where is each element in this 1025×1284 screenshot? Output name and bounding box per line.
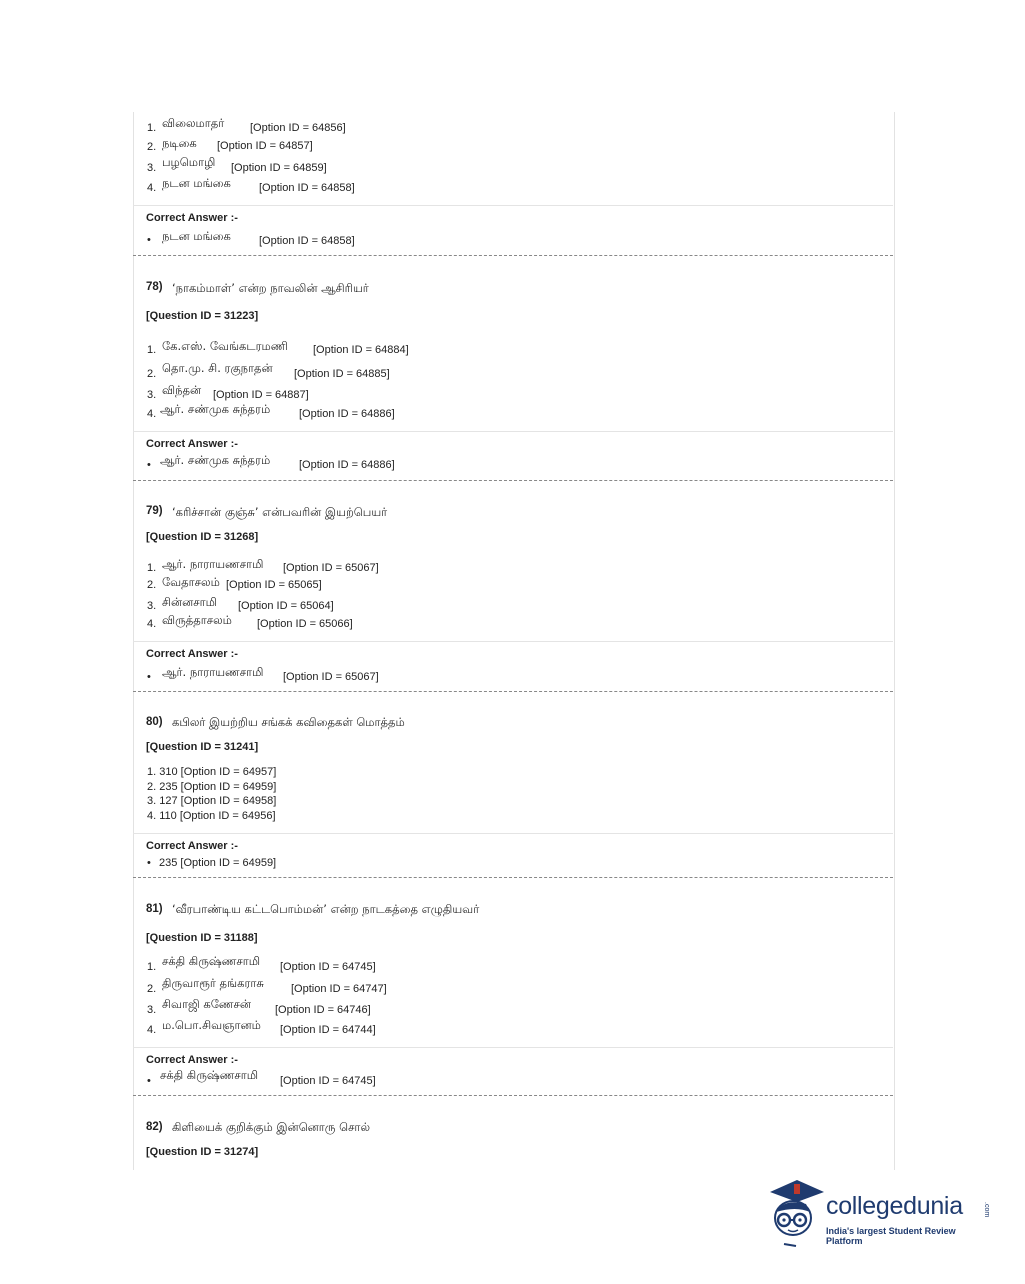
question-separator bbox=[133, 877, 893, 878]
brand-tagline: India's largest Student Review Platform bbox=[826, 1226, 956, 1246]
option-text: சக்தி கிருஷ்ணசாமி bbox=[162, 954, 261, 968]
section-divider bbox=[133, 205, 893, 206]
question-separator bbox=[133, 691, 893, 692]
question-separator bbox=[133, 1095, 893, 1096]
option-id: [Option ID = 65064] bbox=[238, 600, 334, 612]
question-text: ‘கரிச்சான் குஞ்சு’ என்பவரின் இயற்பெயர் bbox=[172, 505, 388, 519]
option-text: கே.எஸ். வேங்கடரமணி bbox=[162, 339, 288, 353]
bullet: • bbox=[147, 1075, 151, 1087]
option-number: 1. bbox=[147, 562, 157, 574]
option-number: 2. bbox=[147, 983, 157, 995]
option-text: ஆர். சண்முக சுந்தரம் bbox=[160, 402, 271, 416]
option-text: சிவாஜி கணேசன் bbox=[162, 997, 252, 1011]
option-text: நடன மங்கை bbox=[162, 176, 231, 190]
option-number: 3. bbox=[147, 600, 157, 612]
option-text: தொ.மு. சி. ரகுநாதன் bbox=[162, 361, 273, 375]
option-line: 2. 235 [Option ID = 64959] bbox=[147, 781, 277, 793]
question-number: 79) bbox=[146, 505, 163, 517]
answer-text: ஆர். நாராயணசாமி bbox=[162, 665, 264, 679]
bullet: • bbox=[147, 234, 151, 246]
option-number: 2. bbox=[147, 368, 157, 380]
option-id: [Option ID = 64886] bbox=[299, 408, 395, 420]
question-number: 81) bbox=[146, 903, 163, 915]
option-text: விலைமாதர் bbox=[162, 116, 225, 130]
option-text: விந்தன் bbox=[162, 383, 202, 397]
section-divider bbox=[133, 1047, 893, 1048]
option-number: 4. bbox=[147, 618, 157, 630]
option-id: [Option ID = 64858] bbox=[259, 182, 355, 194]
brand-suffix: .com bbox=[983, 1202, 990, 1218]
option-id: [Option ID = 64744] bbox=[280, 1024, 376, 1036]
option-number: 2. bbox=[147, 579, 157, 591]
option-number: 3. bbox=[147, 162, 157, 174]
option-text: ம.பொ.சிவஞானம் bbox=[162, 1018, 261, 1032]
correct-answer-label: Correct Answer :- bbox=[146, 438, 238, 450]
option-number: 4. bbox=[147, 182, 157, 194]
option-id: [Option ID = 64747] bbox=[291, 983, 387, 995]
answer-option-id: [Option ID = 64745] bbox=[280, 1075, 376, 1087]
question-text: ‘வீரபாண்டிய கட்டபொம்மன்’ என்ற நாடகத்தை எழுதியவர் bbox=[172, 902, 480, 916]
question-separator bbox=[133, 480, 893, 481]
option-line: 3. 127 [Option ID = 64958] bbox=[147, 795, 277, 807]
option-text: திருவாரூர் தங்கராசு bbox=[162, 976, 264, 990]
answer-text: ஆர். சண்முக சுந்தரம் bbox=[160, 453, 271, 467]
option-text: சின்னசாமி bbox=[162, 595, 218, 609]
correct-answer-label: Correct Answer :- bbox=[146, 648, 238, 660]
option-number: 3. bbox=[147, 1004, 157, 1016]
correct-answer-label: Correct Answer :- bbox=[146, 212, 238, 224]
bullet: • bbox=[147, 671, 151, 683]
option-id: [Option ID = 64859] bbox=[231, 162, 327, 174]
option-id: [Option ID = 64887] bbox=[213, 389, 309, 401]
option-number: 4. bbox=[147, 408, 157, 420]
option-id: [Option ID = 65067] bbox=[283, 562, 379, 574]
answer-text: நடன மங்கை bbox=[162, 229, 231, 243]
question-number: 78) bbox=[146, 281, 163, 293]
bullet: • bbox=[147, 857, 151, 869]
question-number: 82) bbox=[146, 1121, 163, 1133]
option-line: 1. 310 [Option ID = 64957] bbox=[147, 766, 277, 778]
option-id: [Option ID = 65065] bbox=[226, 579, 322, 591]
answer-option-id: [Option ID = 65067] bbox=[283, 671, 379, 683]
option-id: [Option ID = 64745] bbox=[280, 961, 376, 973]
question-number: 80) bbox=[146, 716, 163, 728]
question-text: ‘நாகம்மாள்’ என்ற நாவலின் ஆசிரியர் bbox=[172, 281, 369, 295]
question-separator bbox=[133, 255, 893, 256]
option-id: [Option ID = 64884] bbox=[313, 344, 409, 356]
option-text: வேதாசலம் bbox=[162, 575, 220, 589]
question-id: [Question ID = 31188] bbox=[146, 932, 258, 944]
option-text: பழமொழி bbox=[162, 155, 216, 169]
question-id: [Question ID = 31241] bbox=[146, 741, 259, 753]
section-divider bbox=[133, 833, 893, 834]
answer-option-id: [Option ID = 64886] bbox=[299, 459, 395, 471]
option-number: 2. bbox=[147, 141, 157, 153]
question-id: [Question ID = 31268] bbox=[146, 531, 259, 543]
option-id: [Option ID = 64746] bbox=[275, 1004, 371, 1016]
correct-answer-label: Correct Answer :- bbox=[146, 840, 238, 852]
section-divider bbox=[133, 431, 893, 432]
question-id: [Question ID = 31223] bbox=[146, 310, 259, 322]
question-text: கபிலர் இயற்றிய சங்கக் கவிதைகள் மொத்தம் bbox=[172, 715, 405, 729]
option-id: [Option ID = 64885] bbox=[294, 368, 390, 380]
option-number: 4. bbox=[147, 1024, 157, 1036]
option-line: 4. 110 [Option ID = 64956] bbox=[147, 810, 276, 822]
collegedunia-logo[interactable] bbox=[766, 1178, 991, 1248]
correct-answer-label: Correct Answer :- bbox=[146, 1054, 238, 1066]
option-number: 1. bbox=[147, 344, 157, 356]
question-id: [Question ID = 31274] bbox=[146, 1146, 259, 1158]
section-divider bbox=[133, 641, 893, 642]
option-text: ஆர். நாராயணசாமி bbox=[162, 557, 264, 571]
graduate-mascot-icon bbox=[766, 1178, 828, 1248]
option-number: 1. bbox=[147, 122, 157, 134]
bullet: • bbox=[147, 459, 151, 471]
answer-option-id: [Option ID = 64858] bbox=[259, 235, 355, 247]
question-text: கிளியைக் குறிக்கும் இன்னொரு சொல் bbox=[172, 1120, 370, 1134]
option-id: [Option ID = 64856] bbox=[250, 122, 346, 134]
option-number: 1. bbox=[147, 961, 157, 973]
option-id: [Option ID = 64857] bbox=[217, 140, 313, 152]
answer-text: சக்தி கிருஷ்ணசாமி bbox=[160, 1068, 259, 1082]
option-id: [Option ID = 65066] bbox=[257, 618, 353, 630]
option-text: விருத்தாசலம் bbox=[162, 613, 232, 627]
option-text: நடிகை bbox=[162, 136, 197, 150]
answer-text: 235 [Option ID = 64959] bbox=[159, 857, 277, 869]
brand-name: collegedunia bbox=[826, 1192, 963, 1220]
option-number: 3. bbox=[147, 389, 157, 401]
